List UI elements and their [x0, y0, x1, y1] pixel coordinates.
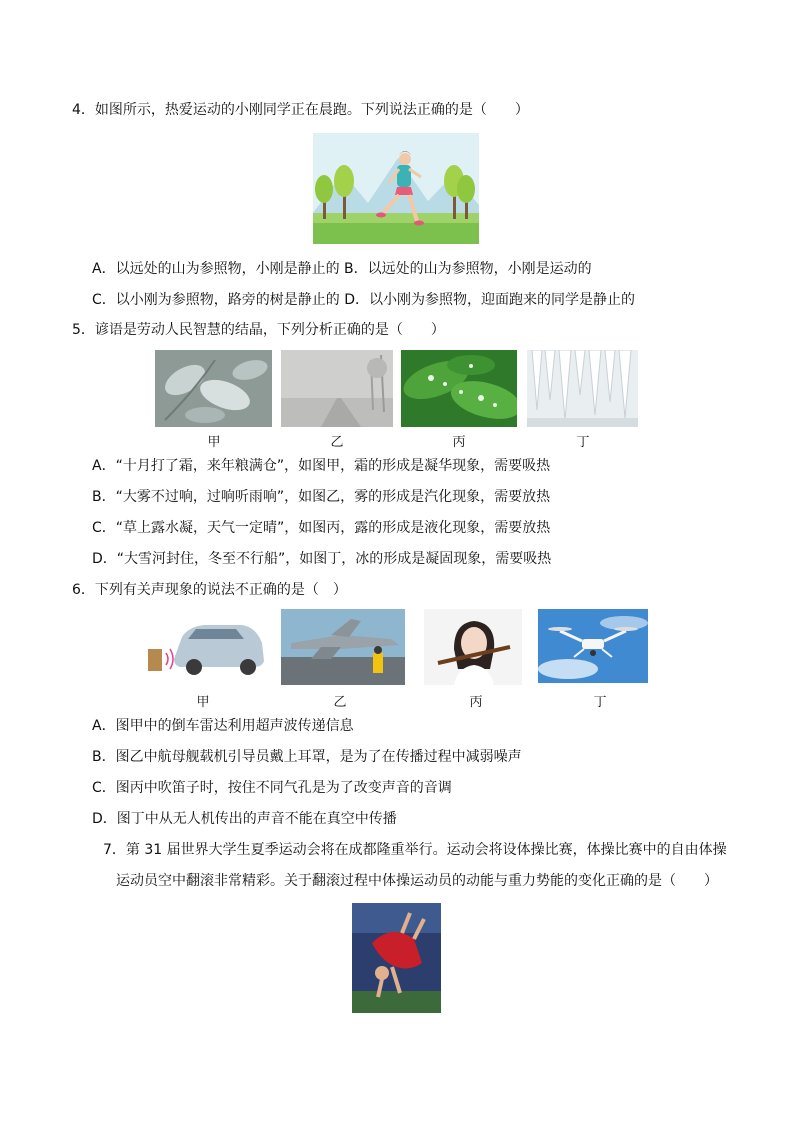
frost-image — [155, 350, 272, 427]
q7-stem-line1: 7．第 31 届世界大学生夏季运动会将在成都隆重举行。运动会将设体操比赛，体操比赛中的自由体操 — [103, 842, 727, 858]
q4-options-cd: C．以小刚为参照物，路旁的树是静止的 D．以小刚为参照物，迎面跑来的同学是静止的 — [92, 292, 636, 308]
q5-label-yi: 乙 — [330, 435, 344, 450]
q5-option-d: D．“大雪河封住，冬至不行船”，如图丁，冰的形成是凝固现象，需要吸热 — [92, 551, 552, 567]
ice-image — [527, 350, 638, 427]
q4-stem: 4．如图所示，热爱运动的小刚同学正在晨跑。下列说法正确的是（ ） — [72, 102, 529, 118]
q5-label-ding: 丁 — [576, 435, 590, 450]
q6-label-bing: 丙 — [469, 695, 483, 710]
runner-image — [313, 133, 479, 244]
q5-stem: 5．谚语是劳动人民智慧的结晶，下列分析正确的是（ ） — [72, 322, 445, 338]
flute-player-image — [424, 609, 522, 685]
q7-stem-line2: 运动员空中翻滚非常精彩。关于翻滚过程中体操运动员的动能与重力势能的变化正确的是（ ） — [116, 873, 718, 889]
fog-image — [281, 350, 393, 427]
q5-option-b: B．“大雾不过响，过响听雨响”，如图乙，雾的形成是汽化现象，需要放热 — [92, 489, 551, 505]
q6-label-ding: 丁 — [593, 695, 607, 710]
q6-option-c: C．图丙中吹笛子时，按住不同气孔是为了改变声音的音调 — [92, 780, 452, 796]
drone-image — [538, 609, 648, 683]
q6-stem: 6．下列有关声现象的说法不正确的是（ ） — [72, 582, 347, 598]
q5-label-jia: 甲 — [207, 435, 221, 450]
q5-option-a: A．“十月打了霜，来年粮满仓”，如图甲，霜的形成是凝华现象，需要吸热 — [92, 458, 551, 474]
q4-options-ab: A．以远处的山为参照物，小刚是静止的 B．以远处的山为参照物，小刚是运动的 — [92, 261, 592, 277]
q6-option-d: D．图丁中从无人机传出的声音不能在真空中传播 — [92, 811, 397, 827]
dew-image — [401, 350, 517, 427]
gymnast-image — [352, 903, 441, 1013]
q6-label-jia: 甲 — [196, 695, 210, 710]
q5-option-c: C．“草上露水凝，天气一定晴”，如图丙，露的形成是液化现象，需要放热 — [92, 520, 551, 536]
aircraft-carrier-image — [281, 609, 405, 685]
q6-option-b: B．图乙中航母舰载机引导员戴上耳罩，是为了在传播过程中减弱噪声 — [92, 749, 522, 765]
q6-label-yi: 乙 — [333, 695, 347, 710]
car-radar-image — [144, 609, 266, 684]
q5-label-bing: 丙 — [452, 435, 466, 450]
q6-option-a: A．图甲中的倒车雷达利用超声波传递信息 — [92, 718, 354, 734]
